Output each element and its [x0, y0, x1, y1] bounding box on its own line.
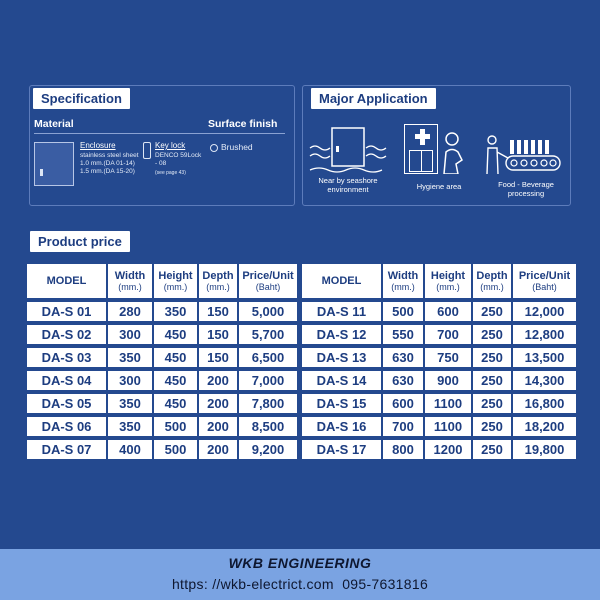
table-cell: 12,000 [511, 302, 576, 321]
table-cell: DA-S 12 [302, 325, 381, 344]
column-header-unit: (Baht) [532, 282, 557, 292]
door-icon [409, 150, 433, 172]
column-header [106, 264, 152, 298]
table-cell: 450 [152, 348, 197, 367]
column-header-unit: (mm.) [118, 282, 142, 292]
table-cell: 800 [381, 440, 423, 459]
food-beverage-conveyor-icon [484, 134, 564, 176]
table-cell: DA-S 05 [27, 394, 106, 413]
table-cell: 1100 [423, 394, 471, 413]
food-caption-line2: processing [507, 189, 545, 198]
table-cell: 630 [381, 348, 423, 367]
table-cell: 250 [471, 394, 511, 413]
finish-value: Brushed [221, 142, 253, 152]
table-cell: 500 [152, 440, 197, 459]
table-cell: 300 [106, 371, 152, 390]
enclosure-line2: 1.0 mm.(DA 01-14) [80, 160, 135, 167]
column-header [152, 264, 197, 298]
enclosure-line3: 1.5 mm.(DA 15-20) [80, 168, 135, 175]
column-header-unit: (Baht) [255, 282, 281, 292]
enclosure-cabinet-icon [34, 142, 74, 186]
table-cell: 630 [381, 371, 423, 390]
column-header [27, 264, 106, 298]
column-header-label: Width [114, 270, 146, 282]
table-cell: 9,200 [237, 440, 297, 459]
key-lock-icon [143, 142, 151, 159]
column-header-label: Width [387, 270, 419, 282]
column-header-unit: (mm.) [391, 282, 415, 292]
table-cell: 600 [381, 394, 423, 413]
table-cell: 350 [106, 394, 152, 413]
key-lock-info [155, 142, 201, 177]
table-row [302, 325, 576, 344]
table-row [302, 302, 576, 321]
price-table-left [27, 260, 297, 463]
table-cell: DA-S 16 [302, 417, 381, 436]
table-cell: 350 [152, 302, 197, 321]
table-cell: 400 [106, 440, 152, 459]
table-cell: 250 [471, 417, 511, 436]
column-header [471, 264, 511, 298]
table-cell: 8,500 [237, 417, 297, 436]
column-header-label: Height [158, 270, 193, 282]
table-cell: DA-S 07 [27, 440, 106, 459]
table-cell: 200 [197, 394, 237, 413]
enclosure-line1: stainless steel sheet [80, 152, 139, 159]
price-table-body-right [302, 302, 576, 459]
table-cell: 200 [197, 440, 237, 459]
table-cell: 1100 [423, 417, 471, 436]
table-cell: 250 [471, 371, 511, 390]
table-cell: 280 [106, 302, 152, 321]
contact-line [0, 576, 600, 592]
column-header-unit: (mm.) [436, 282, 460, 292]
enclosure-info [80, 142, 139, 176]
table-cell: 450 [152, 325, 197, 344]
price-table-body-left [27, 302, 297, 459]
key-lock-note: (see page 43) [155, 170, 186, 176]
column-header-label: MODEL [321, 275, 362, 287]
column-header [381, 264, 423, 298]
price-table-right [302, 260, 576, 463]
table-cell: 900 [423, 371, 471, 390]
table-cell: 13,500 [511, 348, 576, 367]
table-row [27, 348, 297, 367]
table-cell: 350 [106, 348, 152, 367]
key-lock-label: Key lock [155, 141, 186, 150]
column-header [197, 264, 237, 298]
table-cell: DA-S 14 [302, 371, 381, 390]
table-row [302, 417, 576, 436]
table-cell: DA-S 03 [27, 348, 106, 367]
table-cell: 18,200 [511, 417, 576, 436]
application-seashore-caption [308, 176, 388, 194]
table-row [302, 440, 576, 459]
table-cell: 700 [423, 325, 471, 344]
table-cell: DA-S 17 [302, 440, 381, 459]
company-name: WKB ENGINEERING [228, 555, 372, 571]
column-header-label: MODEL [46, 275, 87, 287]
table-cell: DA-S 02 [27, 325, 106, 344]
phone-number: 095-7631816 [342, 576, 429, 592]
table-row [27, 394, 297, 413]
table-cell: 200 [197, 417, 237, 436]
table-cell: 550 [381, 325, 423, 344]
table-cell: 12,800 [511, 325, 576, 344]
surface-finish-label: Surface finish [208, 118, 278, 130]
table-cell: 450 [152, 371, 197, 390]
column-header-label: Depth [476, 270, 508, 282]
table-row [302, 348, 576, 367]
table-row [27, 440, 297, 459]
table-cell: 750 [423, 348, 471, 367]
table-row [27, 417, 297, 436]
key-lock-line1: DENCO 59Lock [155, 152, 202, 159]
table-cell: 250 [471, 348, 511, 367]
column-header-unit: (mm.) [480, 282, 504, 292]
table-cell: 250 [471, 440, 511, 459]
column-header [423, 264, 471, 298]
footer-bar [0, 549, 600, 600]
table-cell: 7,000 [237, 371, 297, 390]
table-cell: 16,800 [511, 394, 576, 413]
column-header [511, 264, 576, 298]
column-header-label: Height [430, 270, 466, 282]
table-cell: 150 [197, 348, 237, 367]
column-header-unit: (mm.) [206, 282, 230, 292]
major-application-title: Major Application [311, 88, 436, 109]
table-row [27, 302, 297, 321]
spec-divider [34, 133, 285, 134]
table-cell: DA-S 11 [302, 302, 381, 321]
website-link[interactable]: https: //wkb-electrict.com [171, 576, 334, 592]
brushed-finish-icon [210, 144, 218, 152]
column-header-unit: (mm.) [163, 282, 188, 292]
seashore-cabinet-icon [308, 126, 388, 176]
table-cell: 1200 [423, 440, 471, 459]
table-row [302, 371, 576, 390]
table-row [27, 371, 297, 390]
table-cell: DA-S 13 [302, 348, 381, 367]
nurse-icon [440, 130, 466, 174]
table-cell: 7,800 [237, 394, 297, 413]
column-header [237, 264, 297, 298]
column-header-label: Depth [202, 270, 234, 282]
seashore-caption-line2: environment [327, 185, 369, 194]
application-hygiene-caption: Hygiene area [416, 182, 462, 191]
application-food-caption [486, 180, 566, 198]
table-cell: 700 [381, 417, 423, 436]
table-row [302, 394, 576, 413]
table-cell: 500 [152, 417, 197, 436]
table-cell: 350 [106, 417, 152, 436]
table-cell: 150 [197, 325, 237, 344]
table-cell: 500 [381, 302, 423, 321]
table-cell: DA-S 06 [27, 417, 106, 436]
table-cell: 6,500 [237, 348, 297, 367]
column-header-label: Price/Unit [242, 270, 294, 282]
table-cell: 600 [423, 302, 471, 321]
price-table-header [302, 264, 576, 298]
table-cell: 250 [471, 325, 511, 344]
table-cell: 5,000 [237, 302, 297, 321]
table-cell: DA-S 01 [27, 302, 106, 321]
column-header [302, 264, 381, 298]
table-cell: DA-S 04 [27, 371, 106, 390]
table-cell: 14,300 [511, 371, 576, 390]
seashore-caption-line1: Near by seashore [318, 176, 378, 185]
food-caption-line1: Food - Beverage [498, 180, 554, 189]
table-cell: 450 [152, 394, 197, 413]
table-cell: 150 [197, 302, 237, 321]
table-cell: 300 [106, 325, 152, 344]
table-cell: 19,800 [511, 440, 576, 459]
specification-title: Specification [33, 88, 130, 109]
table-row [27, 325, 297, 344]
table-cell: 250 [471, 302, 511, 321]
price-table-header [27, 264, 297, 298]
table-cell: DA-S 15 [302, 394, 381, 413]
hygiene-nurse-icon [404, 124, 438, 174]
table-cell: 200 [197, 371, 237, 390]
key-lock-line2: - 08 [155, 160, 167, 167]
material-label: Material [34, 118, 74, 130]
enclosure-label: Enclosure [80, 141, 116, 150]
column-header-label: Price/Unit [518, 270, 571, 282]
product-price-title: Product price [30, 231, 130, 252]
table-cell: 5,700 [237, 325, 297, 344]
